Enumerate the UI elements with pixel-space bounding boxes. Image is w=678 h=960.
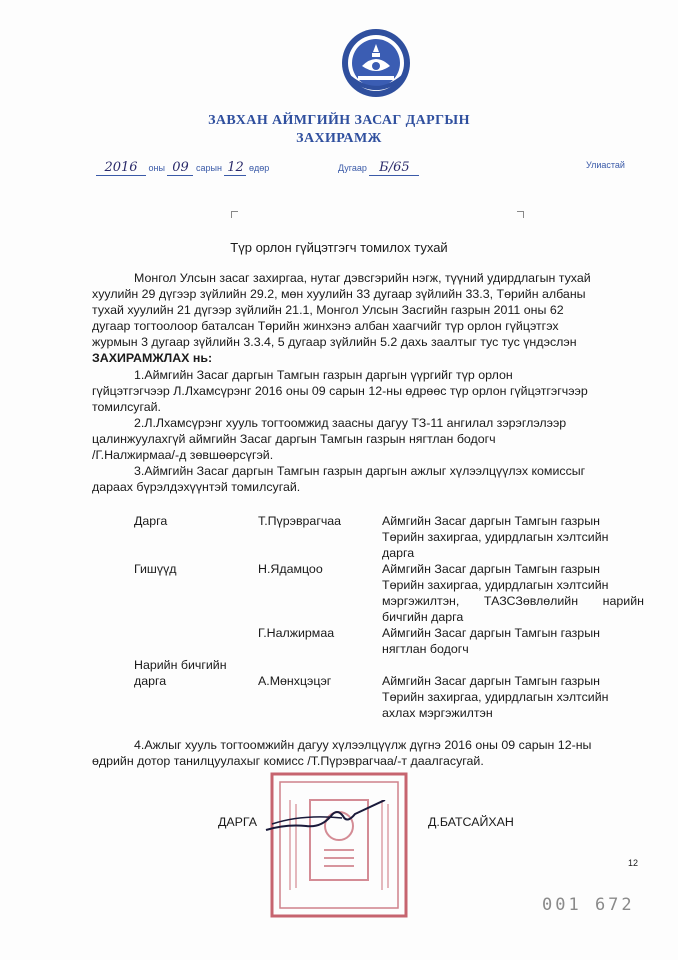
state-emblem-icon [338, 26, 414, 100]
commission-name: А.Мөнхцэцэг [258, 674, 332, 688]
item4-line-1: 4.Ажлыг хууль тогтоомжийн дагуу хүлээлцүүлж дүгнэ 2016 оны 09 сарын 12-ны [134, 738, 592, 752]
preamble-line-5: журмын 3 дугаар зүйлийн 3.3.4, 5 дугаар зүйлийн 5.2 дахь заалтыг тус тус үндэслэн [92, 335, 577, 349]
commission-name: Т.Пүрэврагчаа [258, 514, 342, 528]
signer-name: Д.БАТСАЙХАН [428, 815, 514, 829]
commission-desc: Аймгийн Засаг даргын Тамгын газрын [382, 562, 600, 576]
corner-mark-left [231, 211, 238, 218]
commission-desc: Аймгийн Засаг даргын Тамгын газрын [382, 674, 600, 688]
document-title: Түр орлон гүйцэтгэгч томилох тухай [230, 240, 448, 255]
commission-desc: Төрийн захиргаа, удирдлагын хэлтсийн [382, 530, 609, 544]
item1-line-1: 1.Аймгийн Засаг даргын Тамгын газрын даргын үүргийг түр орлон [134, 368, 513, 382]
number-label: Дугаар [338, 163, 367, 173]
number-value: Б/65 [369, 160, 419, 176]
commission-desc: Аймгийн Засаг даргын Тамгын газрын [382, 626, 600, 640]
commission-desc: нягтлан бодогч [382, 642, 469, 656]
preamble-line-4: дугаар тогтоолоор баталсан Төрийн жинхэнэ албан хаагчийг түр орлон гүйцэтгэх [92, 319, 559, 333]
item2-line-1: 2.Л.Лхамсүрэнг хууль тогтоомжид заасны дагуу ТЗ-11 ангилал зэрэглэлээр [134, 416, 567, 430]
commission-role: Нарийн бичгийн [134, 658, 227, 672]
year-label: оны [148, 163, 165, 173]
day-label: өдөр [248, 163, 270, 173]
commission-desc: ахлах мэргэжилтэн [382, 706, 493, 720]
item1-line-3: томилсугай. [92, 400, 161, 414]
commission-desc: Төрийн захиргаа, удирдлагын хэлтсийн [382, 690, 609, 704]
commission-name: Г.Налжирмаа [258, 626, 335, 640]
signature-title: ДАРГА [218, 815, 258, 829]
corner-mark-right [517, 211, 524, 218]
preamble-line-2: хуулийн 29 дүгээр зүйлийн 29.2, мөн хуулийн 33 дугаар зүйлийн 33.3, Төрийн албаны [92, 287, 586, 301]
commission-desc: Аймгийн Засаг даргын Тамгын газрын [382, 514, 600, 528]
commission-desc: дарга [382, 546, 415, 560]
item1-line-2: гүйцэтгэгчээр Л.Лхамсүрэнг 2016 оны 09 сарын 12-ны өдрөөс түр орлон гүйцэтгэгчээр [92, 384, 588, 398]
place-name: Улиастай [586, 160, 625, 170]
number-line [338, 160, 419, 176]
day-value: 12 [224, 160, 246, 176]
commission-role: Дарга [134, 514, 168, 528]
commission-desc: мэргэжилтэн, ТАЗСЗөвлөлийн нарийн [382, 594, 644, 608]
official-stamp [268, 770, 410, 920]
document-type: ЗАХИРАМЖ [296, 131, 382, 146]
commission-role: Гишүүд [134, 562, 177, 576]
month-label: сарын [196, 163, 222, 173]
item3-line-1: 3.Аймгийн Засаг даргын Тамгын газрын даргын ажлыг хүлээлцүүлэх комиссыг [134, 464, 586, 478]
preamble-line-1: Монгол Улсын засаг захиргаа, нутаг дэвсгэрийн нэгж, түүний удирдлагын тухай [134, 271, 591, 285]
preamble-line-3: тухай хуулийн 21 дүгээр зүйлийн 21.1, Монгол Улсын Засгийн газрын 2011 оны 62 [92, 303, 564, 317]
date-line [96, 160, 269, 176]
serial-number: 001 672 [542, 895, 635, 915]
month-value: 09 [167, 160, 193, 176]
org-title: ЗАВХАН АЙМГИЙН ЗАСАГ ДАРГЫН [208, 113, 470, 128]
year-value: 2016 [96, 160, 146, 176]
item4-line-2: өдрийн дотор танилцуулахыг комисс /Т.Пүрэврагчаа/-т даалгасугай. [92, 754, 484, 768]
commission-desc: бичгийн дарга [382, 610, 464, 624]
commission-role: дарга [134, 674, 167, 688]
decree-word: ЗАХИРАМЖЛАХ нь: [92, 351, 213, 365]
item2-line-3: /Г.Налжирмаа/-д зөвшөөрсүгэй. [92, 448, 274, 462]
page-number: 12 [628, 858, 639, 868]
item3-line-2: дараах бүрэлдэхүүнтэй томилсугай. [92, 480, 301, 494]
commission-desc: Төрийн захиргаа, удирдлагын хэлтсийн [382, 578, 609, 592]
commission-name: Н.Ядамцоо [258, 562, 323, 576]
item2-line-2: цалинжуулахгүй аймгийн Засаг даргын Тамгын газрын нягтлан бодогч [92, 432, 496, 446]
handwritten-signature [262, 800, 412, 840]
